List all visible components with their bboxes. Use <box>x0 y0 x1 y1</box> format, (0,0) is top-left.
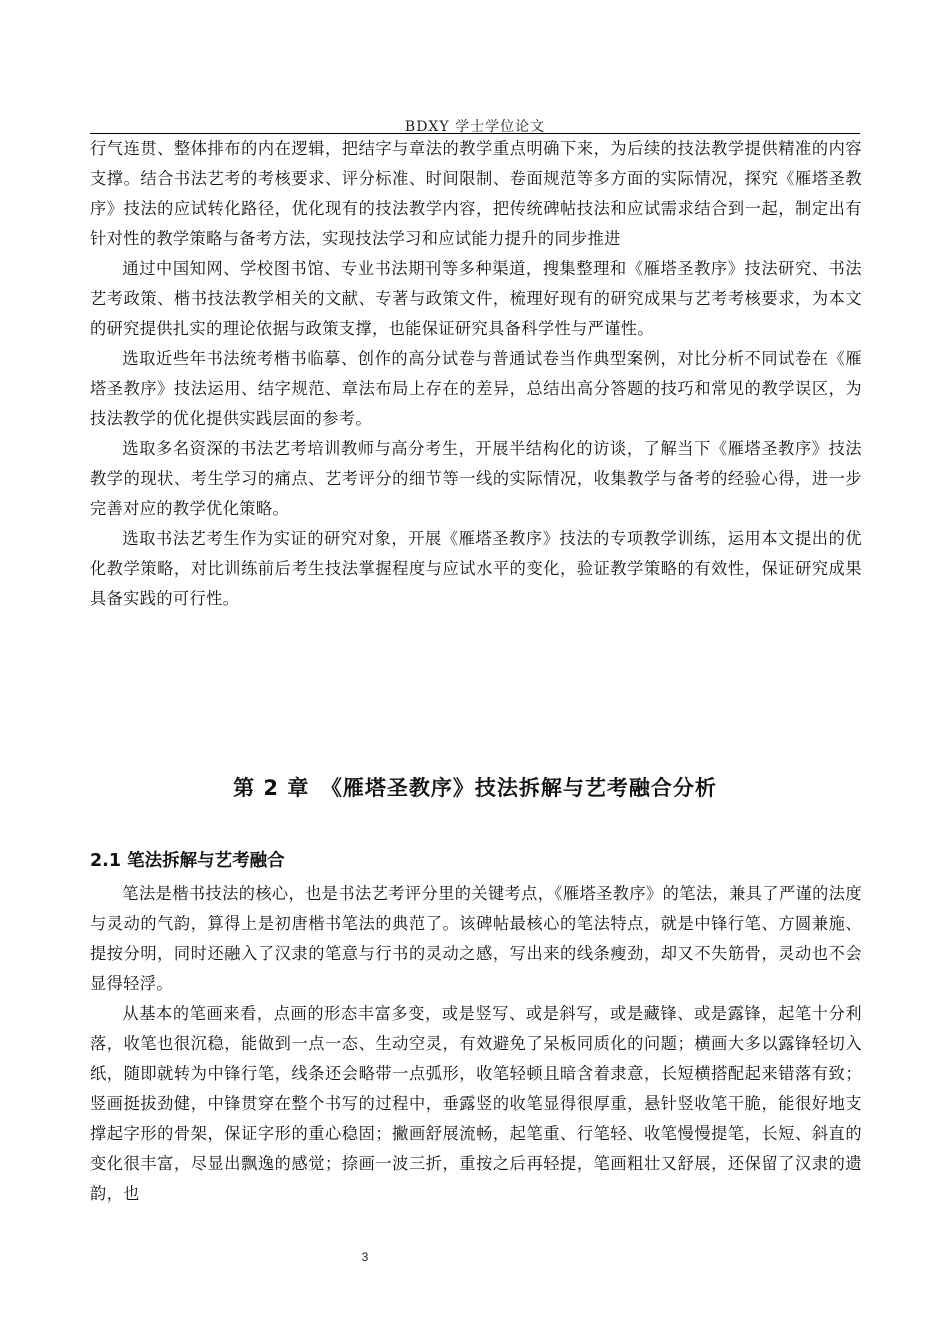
body-paragraph: 选取书法艺考生作为实证的研究对象，开展《雁塔圣教序》技法的专项教学训练，运用本文提出的优化教学策略，对比训练前后考生技法掌握程度与应试水平的变化，验证教学策略的有效性，保证研究成果具备实践的可行性。 <box>90 529 862 608</box>
body-paragraph: 通过中国知网、学校图书馆、专业书法期刊等多种渠道，搜集整理和《雁塔圣教序》技法研究、书法艺考政策、楷书技法教学相关的文献、专著与政策文件，梳理好现有的研究成果与艺考考核要求，为本文的研究提供扎实的理论依据与政策支撑，也能保证研究具备科学性与严谨性。 <box>90 259 862 338</box>
body-paragraph: 行气连贯、整体排布的内在逻辑，把结字与章法的教学重点明确下来，为后续的技法教学提供精准的内容支撑。结合书法艺考的考核要求、评分标准、时间限制、卷面规范等多方面的实际情况，探究《雁塔圣教序》技法的应试转化路径，优化现有的技法教学内容，把传统碑帖技法和应试需求结合到一起，制定出有针对性的教学策略与备考方法，实现技法学习和应试能力提升的同步推进 <box>90 139 862 248</box>
body-paragraph: 从基本的笔画来看，点画的形态丰富多变，或是竖写、或是斜写，或是藏锋、或是露锋，起笔十分利落，收笔也很沉稳，能做到一点一态、生动空灵，有效避免了呆板同质化的问题；横画大多以露锋轻切入纸，随即就转为中锋行笔，线条还会略带一点弧形，收笔轻顿且暗含着隶意，长短横搭配起来错落有致；竖画挺拔劲健，中锋贯穿在整个书写的过程中，垂露竖的收笔显得很厚重，悬针竖收笔干脆，能很好地支撑起字形的骨架，保证字形的重心稳固；撇画舒展流畅，起笔重、行笔轻、收笔慢慢提笔，长短、斜直的变化很丰富，尽显出飘逸的感觉；捺画一波三折，重按之后再轻提，笔画粗壮又舒展，还保留了汉隶的遗韵，也 <box>90 1004 862 1203</box>
chapter-heading: 第 2 章 《雁塔圣教序》技法拆解与艺考融合分析 <box>233 776 717 800</box>
body-paragraph: 笔法是楷书技法的核心，也是书法艺考评分里的关键考点，《雁塔圣教序》的笔法，兼具了严谨的法度与灵动的气韵，算得上是初唐楷书笔法的典范了。该碑帖最核心的笔法特点，就是中锋行笔、方圆兼施、提按分明，同时还融入了汉隶的笔意与行书的灵动之感，写出来的线条瘦劲，却又不失筋骨，灵动也不会显得轻浮。 <box>90 884 862 993</box>
section-body <box>90 879 862 1209</box>
intro-body <box>90 134 862 614</box>
section-heading: 2.1 笔法拆解与艺考融合 <box>90 851 285 871</box>
running-header: BDXY 学士学位论文 <box>404 119 546 135</box>
body-paragraph: 选取近些年书法统考楷书临摹、创作的高分试卷与普通试卷当作典型案例，对比分析不同试卷在《雁塔圣教序》技法运用、结字规范、章法布局上存在的差异，总结出高分答题的技巧和常见的教学误区，为技法教学的优化提供实践层面的参考。 <box>90 349 862 428</box>
page-number: 3 <box>361 1250 369 1264</box>
body-paragraph: 选取多名资深的书法艺考培训教师与高分考生，开展半结构化的访谈，了解当下《雁塔圣教序》技法教学的现状、考生学习的痛点、艺考评分的细节等一线的实际情况，收集教学与备考的经验心得，进一步完善对应的教学优化策略。 <box>90 439 862 518</box>
